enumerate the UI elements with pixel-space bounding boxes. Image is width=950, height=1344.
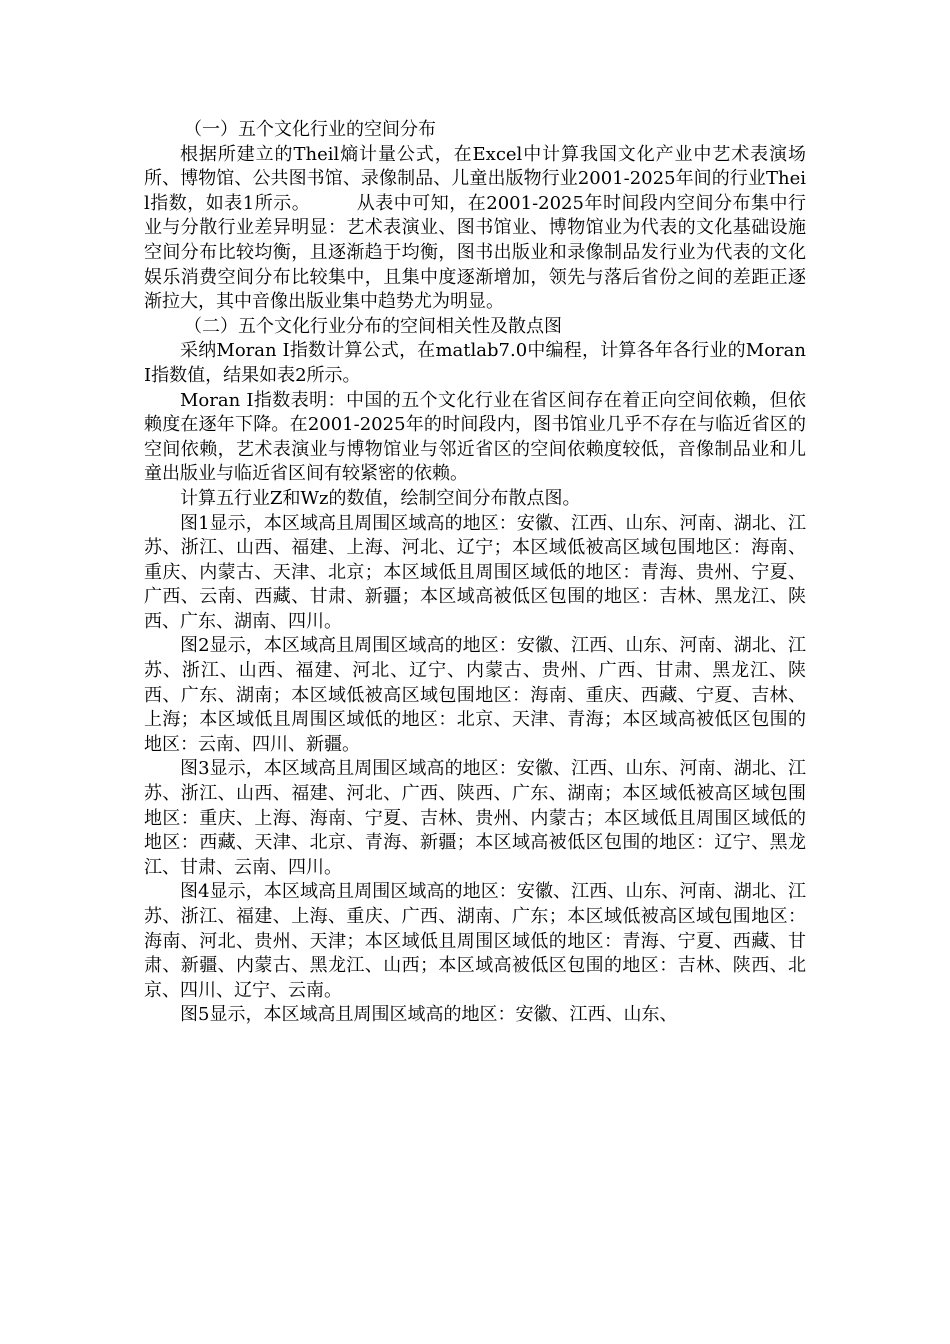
paragraph-moran-results: Moran I指数表明：中国的五个文化行业在省区间存在着正向空间依赖，但依赖度在逐年下降。在2001-2025年的时间段内，图书馆业几乎不存在与临近省区的空间依赖，艺术表演业与博物馆业与邻近省区的空间依赖度较低，音像制品业和儿童出版业与临近省区间有较紧密的依赖。 (144, 389, 806, 485)
paragraph-moran-method: 采纳Moran I指数计算公式，在matlab7.0中编程，计算各年各行业的Moran I指数值，结果如表2所示。 (144, 340, 806, 386)
section-heading-spatial-distribution: （一）五个文化行业的空间分布 (184, 119, 436, 140)
paragraph-figure-5: 图5显示，本区域高且周围区域高的地区：安徽、江西、山东、 (180, 1004, 678, 1026)
document-body (144, 118, 806, 1028)
section-heading-spatial-correlation: （二）五个文化行业分布的空间相关性及散点图 (184, 315, 562, 337)
paragraph-figure-3: 图3显示，本区域高且周围区域高的地区：安徽、江西、山东、河南、湖北、江苏、浙江、山西、福建、河北、广西、陕西、广东、湖南；本区域低被高区域包围地区：重庆、上海、海南、宁夏、吉林、贵州、内蒙古；本区域低且周围区域低的地区：西藏、天津、北京、青海、新疆；本区域高被低区包围的地区：辽宁、黑龙江、甘肃、云南、四川。 (144, 758, 806, 878)
paragraph-scatter-intro: 计算五行业Z和Wz的数值，绘制空间分布散点图。 (180, 487, 581, 509)
paragraph-figure-2: 图2显示，本区域高且周围区域高的地区：安徽、江西、山东、河南、湖北、江苏、浙江、山西、福建、河北、辽宁、内蒙古、贵州、广西、甘肃、黑龙江、陕西、广东、湖南；本区域低被高区域包围地区：海南、重庆、西藏、宁夏、吉林、上海；本区域低且周围区域低的地区：北京、天津、青海；本区域高被低区包围的地区：云南、四川、新疆。 (144, 635, 806, 755)
paragraph-theil-index: 根据所建立的Theil熵计量公式，在Excel中计算我国文化产业中艺术表演场所、博物馆、公共图书馆、录像制品、儿童出版物行业2001-2025年间的行业Theil指数，如表1所示。 从表中可知，在2001-2025年时间段内空间分布集中行业与分散行业差异明显：艺术表演业、图书馆业、博物馆业为代表的文化基础设施空间分布比较均衡，且逐渐趋于均衡，图书出版业和录像制品发行业为代表的文化娱乐消费空间分布比较集中，且集中度逐渐增加，领先与落后省份之间的差距正逐渐拉大，其中音像出版业集中趋势尤为明显。 (144, 143, 806, 313)
paragraph-figure-1: 图1显示，本区域高且周围区域高的地区：安徽、江西、山东、河南、湖北、江苏、浙江、山西、福建、上海、河北、辽宁；本区域低被高区域包围地区：海南、重庆、内蒙古、天津、北京；本区域低且周围区域低的地区：青海、贵州、宁夏、广西、云南、西藏、甘肃、新疆；本区域高被低区包围的地区：吉林、黑龙江、陕西、广东、湖南、四川。 (144, 512, 806, 632)
paragraph-figure-4: 图4显示，本区域高且周围区域高的地区：安徽、江西、山东、河南、湖北、江苏、浙江、福建、上海、重庆、广西、湖南、广东；本区域低被高区域包围地区：海南、河北、贵州、天津；本区域低且周围区域低的地区：青海、宁夏、西藏、甘肃、新疆、内蒙古、黑龙江、山西；本区域高被低区包围的地区：吉林、陕西、北京、四川、辽宁、云南。 (144, 881, 806, 1001)
